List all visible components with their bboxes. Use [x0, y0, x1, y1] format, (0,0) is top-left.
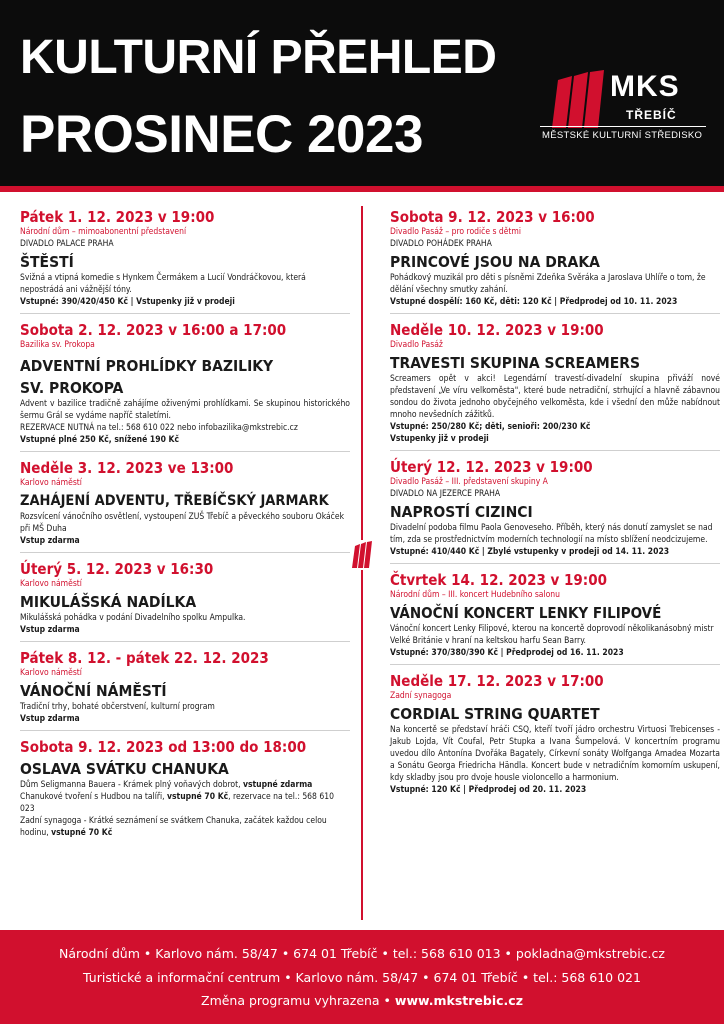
event-description: Pohádkový muzikál pro děti s písněmi Zdeňka Svěráka a Jaroslava Uhlíře o tom, že dělání všechny smutky zahání.: [390, 273, 706, 295]
mks-logo-mark-icon: [550, 70, 606, 128]
program-price: vstupné zdarma: [242, 780, 313, 790]
event-date: Pátek 1. 12. 2023 v 19:00: [20, 208, 215, 226]
event-venue: Národní dům – mimoabonentní představení: [20, 227, 187, 237]
event-description: Screamers opět v akci! Legendární travestí-divadelní skupina přiváží nové představení „Ve víru velkoměsta", které bude netradiční, strhující a hlavně zábavnou sondou do života jednoho obyčejného velkoměsta, kde i všední den může nabídnout mnoho nevšedních zážitků.: [390, 374, 720, 420]
logo-city: TŘEBÍČ: [626, 108, 677, 122]
event-program-line: [20, 779, 350, 791]
program-price: vstupné 70 Kč: [167, 792, 229, 802]
event-date: Úterý 5. 12. 2023 v 16:30: [20, 560, 214, 578]
event-date: Sobota 9. 12. 2023 v 16:00: [390, 208, 595, 226]
event-price: Vstupné: 370/380/390 Kč | Předprodej od 16. 11. 2023: [390, 648, 624, 658]
event-title: TRAVESTI SKUPINA SCREAMERS: [390, 354, 641, 372]
event-organizer: DIVADLO PALACE PRAHA: [20, 239, 114, 249]
event-title: MIKULÁŠSKÁ NADÍLKA: [20, 593, 197, 611]
event-price: Vstupné dospělí: 160 Kč, děti: 120 Kč | Předprodej od 10. 11. 2023: [390, 297, 678, 307]
event-description: Tradiční trhy, bohaté občerstvení, kulturní program: [20, 702, 215, 712]
event-price: Vstupné: 390/420/450 Kč | Vstupenky již v prodeji: [20, 297, 235, 307]
right-column: [390, 207, 720, 807]
left-column: [20, 207, 350, 850]
event-title: ŠTĚSTÍ: [20, 253, 74, 271]
event-description: Vánoční koncert Lenky Filipové, kterou na koncertě doprovodí několikanásobný mistr Velké Británie v hraní na keltskou harfu Sean Barry.: [390, 624, 714, 646]
program-text: , rezervace na tel.: 568 610 023: [20, 792, 334, 814]
header: [0, 0, 724, 190]
event-title: ZAHÁJENÍ ADVENTU, TŘEBÍČSKÝ JARMARK: [20, 493, 329, 509]
program-text: Chanukové tvoření s Hudbou na talíři,: [20, 792, 165, 802]
footer-info-centre: Turistické a informační centrum • Karlovo nám. 58/47 • 674 01 Třebíč • tel.: 568 610 021: [83, 970, 641, 985]
event-venue: Divadlo Pasáž – III. představení skupiny A: [390, 477, 548, 487]
event-lenka-filipova: [390, 570, 720, 665]
event-description: Rozsvícení vánočního osvětlení, vystoupení ZUŠ Třebíč a pěveckého souboru Okáček při MŠ Duha: [20, 512, 344, 534]
event-mikulasska-nadilka: [20, 559, 350, 642]
event-organizer: DIVADLO POHÁDEK PRAHA: [390, 239, 492, 249]
footer: [0, 930, 724, 1024]
event-price: Vstupné: 410/440 Kč | Zbylé vstupenky v prodeji od 14. 11. 2023: [390, 547, 670, 557]
event-venue: Karlovo náměstí: [20, 668, 82, 678]
event-price: Vstup zdarma: [20, 536, 80, 546]
event-venue: Karlovo náměstí: [20, 478, 82, 488]
event-zahajeni-adventu: [20, 458, 350, 553]
program-text: Zadní synagoga - Krátké seznámení se svátkem Chanuka, začátek každou celou hodinu,: [20, 816, 327, 838]
event-program-line: [20, 815, 350, 839]
event-adventni-prohlidky: [20, 320, 350, 452]
event-venue: Bazilika sv. Prokopa: [20, 340, 95, 350]
event-description: Mikulášská pohádka v podání Divadelního spolku Ampulka.: [20, 613, 246, 623]
event-naprosti-cizinci: [390, 457, 720, 564]
event-title: VÁNOČNÍ KONCERT LENKY FILIPOVÉ: [390, 604, 662, 622]
event-price: Vstupné: 120 Kč | Předprodej od 20. 11. 2023: [390, 785, 587, 795]
event-date: Úterý 12. 12. 2023 v 19:00: [390, 458, 593, 476]
event-description: Svižná a vtipná komedie s Hynkem Čermákem a Lucií Vondráčkovou, která nepostrádá ani vážnější tóny.: [20, 273, 306, 295]
event-venue: Divadlo Pasáž: [390, 340, 443, 350]
event-organizer: DIVADLO NA JEZERCE PRAHA: [390, 489, 501, 499]
event-stesti: [20, 207, 350, 314]
event-description: Divadelní podoba filmu Paola Genoveseho. Příběh, který nás donutí zamyslet se nad tím, zda se prostřednictvím moderních technologií na místo sblížení neodcizujeme.: [390, 523, 713, 545]
event-title: VÁNOČNÍ NÁMĚSTÍ: [20, 682, 167, 700]
event-title-line-2: SV. PROKOPA: [20, 379, 124, 397]
title-line-2: PROSINEC 2023: [20, 105, 423, 164]
event-price: Vstup zdarma: [20, 714, 80, 724]
footer-website-link[interactable]: www.mkstrebic.cz: [394, 993, 523, 1008]
mks-divider-mark: [347, 540, 377, 570]
event-date: Sobota 9. 12. 2023 od 13:00 do 18:00: [20, 738, 307, 756]
footer-narodni-dum: Národní dům • Karlovo nám. 58/47 • 674 01 Třebíč • tel.: 568 610 013 • pokladna@mkstrebic.cz: [59, 946, 665, 961]
program-price: vstupné 70 Kč: [51, 828, 113, 838]
event-title: ADVENTNÍ PROHLÍDKY BAZILIKY: [20, 357, 274, 375]
event-date: Pátek 8. 12. - pátek 22. 12. 2023: [20, 649, 269, 667]
event-cordial-string-quartet: [390, 671, 720, 801]
event-vanocni-namesti: [20, 648, 350, 731]
event-date: Neděle 10. 12. 2023 v 19:00: [390, 321, 604, 339]
event-title: NAPROSTÍ CIZINCI: [390, 503, 533, 521]
event-availability: Vstupenky již v prodeji: [390, 434, 489, 444]
logo-full-name: MĚSTSKÉ KULTURNÍ STŘEDISKO: [542, 130, 703, 141]
event-price: Vstup zdarma: [20, 625, 80, 635]
event-price: Vstupné: 250/280 Kč; děti, senioři: 200/230 Kč: [390, 422, 591, 432]
logo-name: MKS: [610, 70, 680, 103]
event-venue: Divadlo Pasáž – pro rodiče s dětmi: [390, 227, 522, 237]
event-date: Neděle 17. 12. 2023 v 17:00: [390, 672, 604, 690]
event-venue: Zadní synagoga: [390, 691, 452, 701]
event-date: Neděle 3. 12. 2023 ve 13:00: [20, 459, 234, 477]
event-venue: Národní dům – III. koncert Hudebního salonu: [390, 590, 560, 600]
event-title: CORDIAL STRING QUARTET: [390, 705, 600, 723]
event-venue: Karlovo náměstí: [20, 579, 82, 589]
event-description: Advent v bazilice tradičně zahájíme oživenými prohlídkami. Se skupinou historického šermu Grál se vydáme napříč staletími.: [20, 399, 350, 421]
event-title: PRINCOVÉ JSOU NA DRAKA: [390, 253, 600, 271]
event-reservation: REZERVACE NUTNÁ na tel.: 568 610 022 nebo infobazilika@mkstrebic.cz: [20, 423, 298, 433]
program-text: Dům Seligmanna Bauera - Krámek plný voňavých dobrot,: [20, 780, 241, 790]
event-screamers: [390, 320, 720, 451]
logo-divider: [540, 126, 706, 127]
event-program-line: [20, 791, 350, 815]
event-date: Sobota 2. 12. 2023 v 16:00 a 17:00: [20, 321, 287, 339]
title-line-1: KULTURNÍ PŘEHLED: [20, 31, 497, 84]
event-chanuka: [20, 737, 350, 844]
event-date: Čtvrtek 14. 12. 2023 v 19:00: [390, 571, 607, 589]
footer-note: [0, 993, 724, 1008]
header-red-line: [0, 186, 724, 192]
footer-note-text: Změna programu vyhrazena •: [201, 993, 395, 1008]
mks-logo: [538, 70, 708, 160]
event-title: OSLAVA SVÁTKU CHANUKA: [20, 760, 229, 778]
mks-mark-icon: [347, 540, 377, 570]
event-description: Na koncertě se představí hráči CSQ, kteří tvoří jádro orchestru Virtuosi Trebicenses - Jakub Lojda, Vít Coufal, Petr Stupka a Ivana Šumpelová. V koncertním programu uvedou dílo Antonína Dvořáka Bagately, Církevní sonáty Wolfganga Amadea Mozarta a Sonátu Georga Friedricha Händla. Koncert bude v netradičním komorním uskupení, kdy skladby jsou pro dvoje housle violoncello a harmonium.: [390, 725, 720, 783]
event-price: Vstupné plné 250 Kč, snížené 190 Kč: [20, 435, 180, 445]
event-princove: [390, 207, 720, 314]
